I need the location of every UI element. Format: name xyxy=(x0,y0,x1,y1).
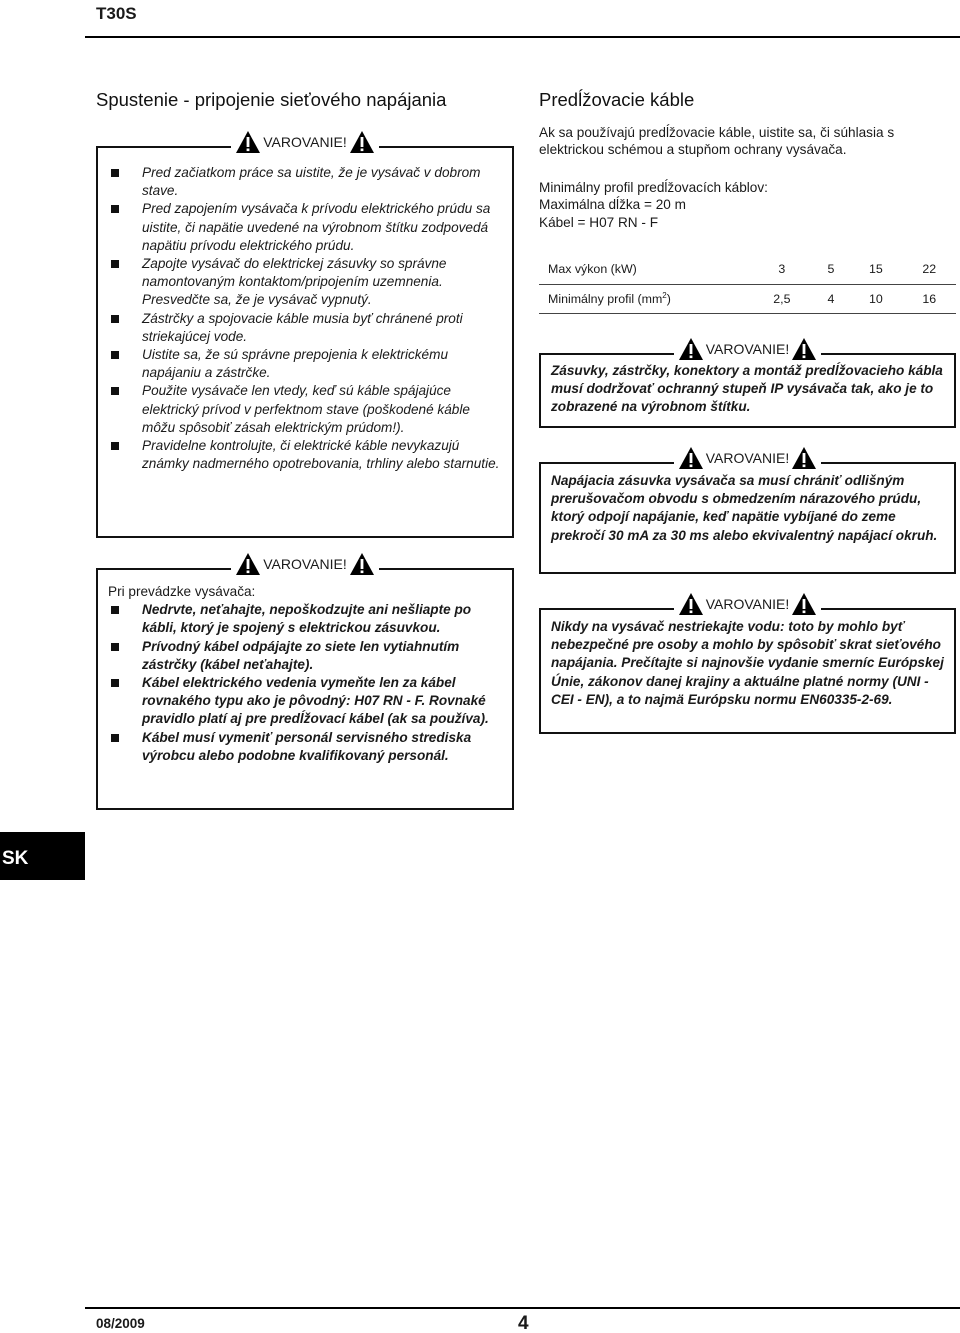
model-name: T30S xyxy=(96,4,137,23)
footer-date: 08/2009 xyxy=(96,1316,145,1331)
warning-triangle-icon xyxy=(349,552,375,576)
warning-box-water xyxy=(539,596,956,734)
table-row xyxy=(539,284,956,313)
warning-list xyxy=(108,601,504,765)
paragraph-extension-intro: Ak sa používajú predĺžovacie káble, uistite sa, či súhlasia s elektrickou schémou a stupňom ochrany vysávača. xyxy=(539,125,895,158)
warning-triangle-icon xyxy=(678,337,704,361)
table-cell: 3 xyxy=(751,255,813,284)
table-row xyxy=(539,255,956,284)
warning-triangle-icon xyxy=(235,130,261,154)
warning-triangle-icon xyxy=(349,130,375,154)
bottom-rule xyxy=(85,1307,960,1309)
language-tab: SK xyxy=(0,832,85,880)
table-cell: 4 xyxy=(813,284,849,313)
warning-text: Zásuvky, zástrčky, konektory a montáž predĺžovacieho kábla musí dodržovať ochranný stupeň IP vysávača tak, ako je to zobrazené na výrobnom štítku. xyxy=(551,363,943,415)
section-heading-power: Spustenie - pripojenie sieťového napájania xyxy=(96,89,447,110)
warning-title: VAROVANIE! xyxy=(263,134,347,150)
page-number: 4 xyxy=(518,1313,529,1333)
warning-box-operation xyxy=(96,556,514,810)
warning-title: VAROVANIE! xyxy=(263,556,347,572)
warning-triangle-icon xyxy=(678,592,704,616)
warning-triangle-icon xyxy=(791,592,817,616)
warning-triangle-icon xyxy=(678,446,704,470)
warning-box-circuit-breaker xyxy=(539,450,956,574)
warning-triangle-icon xyxy=(235,552,261,576)
warning-lead: Pri prevádzke vysávača: xyxy=(108,584,256,599)
table-cell: 10 xyxy=(849,284,902,313)
table-cell: 16 xyxy=(903,284,956,313)
warning-list xyxy=(108,164,504,473)
paragraph-min-profile: Minimálny profil predĺžovacích káblov: Maximálna dĺžka = 20 m Kábel = H07 RN - F xyxy=(539,180,768,230)
list-item: Zástrčky a spojovacie káble musia byť chránené proti striekajúcej vode. xyxy=(108,310,504,346)
cable-profile-table xyxy=(539,255,956,314)
table-cell: Max výkon (kW) xyxy=(539,255,751,284)
top-rule xyxy=(85,36,960,38)
table-cell: 15 xyxy=(849,255,902,284)
warning-text: Napájacia zásuvka vysávača sa musí chrániť odlišným prerušovačom obvodu s obmedzením nárazového prúdu, ktorý odpojí napájanie, keď napätie vybíjané do zeme prekročí 30 mA za 30 ms alebo ekvivalentný napájací okruh. xyxy=(551,473,938,543)
warning-triangle-icon xyxy=(791,446,817,470)
list-item: Kábel elektrického vedenia vymeňte len za kábel rovnakého typu ako je pôvodný: H07 RN - F. Rovnaké pravidlo platí aj pre predĺžovací kábel (ak sa používa). xyxy=(108,674,504,729)
list-item: Uistite sa, že sú správne prepojenia k elektrickému napájaniu a zástrčke. xyxy=(108,346,504,382)
list-item: Pravidelne kontrolujte, či elektrické káble nevykazujú známky nadmerného opotrebovania, trhliny alebo starnutie. xyxy=(108,437,504,473)
list-item: Použite vysávače len vtedy, keď sú káble spájajúce elektrický prívod v perfektnom stave (poškodené káble môžu spôsobiť zásah elektrickým prúdom!). xyxy=(108,382,504,437)
warning-title: VAROVANIE! xyxy=(705,341,790,357)
table-cell: Minimálny profil $(mm^2)$ xyxy=(539,284,751,313)
list-item: Zapojte vysávač do elektrickej zásuvky so správne namontovaným kontaktom/pripojením uzemnenia. Presvedčte sa, že je vysávač vypnutý. xyxy=(108,255,504,310)
warning-box-start xyxy=(96,134,514,538)
section-heading-extension: Predĺžovacie káble xyxy=(539,89,695,110)
list-item: Kábel musí vymeniť personál servisného strediska výrobcu alebo podobne kvalifikovaný personál. xyxy=(108,729,504,765)
list-item: Pred začiatkom práce sa uistite, že je vysávač v dobrom stave. xyxy=(108,164,504,200)
table-cell: 22 xyxy=(903,255,956,284)
warning-title: VAROVANIE! xyxy=(705,450,790,466)
table-cell: 2,5 xyxy=(751,284,813,313)
list-item: Prívodný kábel odpájajte zo siete len vytiahnutím zástrčky (kábel neťahajte). xyxy=(108,638,504,674)
warning-box-ip xyxy=(539,341,956,428)
list-item: Nedrvte, neťahajte, nepoškodzujte ani nešliapte po kábli, ktorý je spojený s elektrickou zásuvkou. xyxy=(108,601,504,637)
warning-triangle-icon xyxy=(791,337,817,361)
table-cell: 5 xyxy=(813,255,849,284)
warning-text: Nikdy na vysávač nestriekajte vodu: toto by mohlo byť nebezpečné pre osoby a mohlo by spôsobiť skrat sieťového napájania. Prečítajte si najnovšie vydanie smerníc Európskej Únie, zákonov danej krajiny a aktuálne platné normy (UNI - CEI - EN), a to najmä Európsku normu EN60335-2-69. xyxy=(551,619,944,707)
list-item: Pred zapojením vysávača k prívodu elektrického prúdu sa uistite, či napätie uvedené na výrobnom štítku zodpovedá napätiu prívodu elektrického prúdu. xyxy=(108,200,504,255)
warning-title: VAROVANIE! xyxy=(705,596,790,612)
